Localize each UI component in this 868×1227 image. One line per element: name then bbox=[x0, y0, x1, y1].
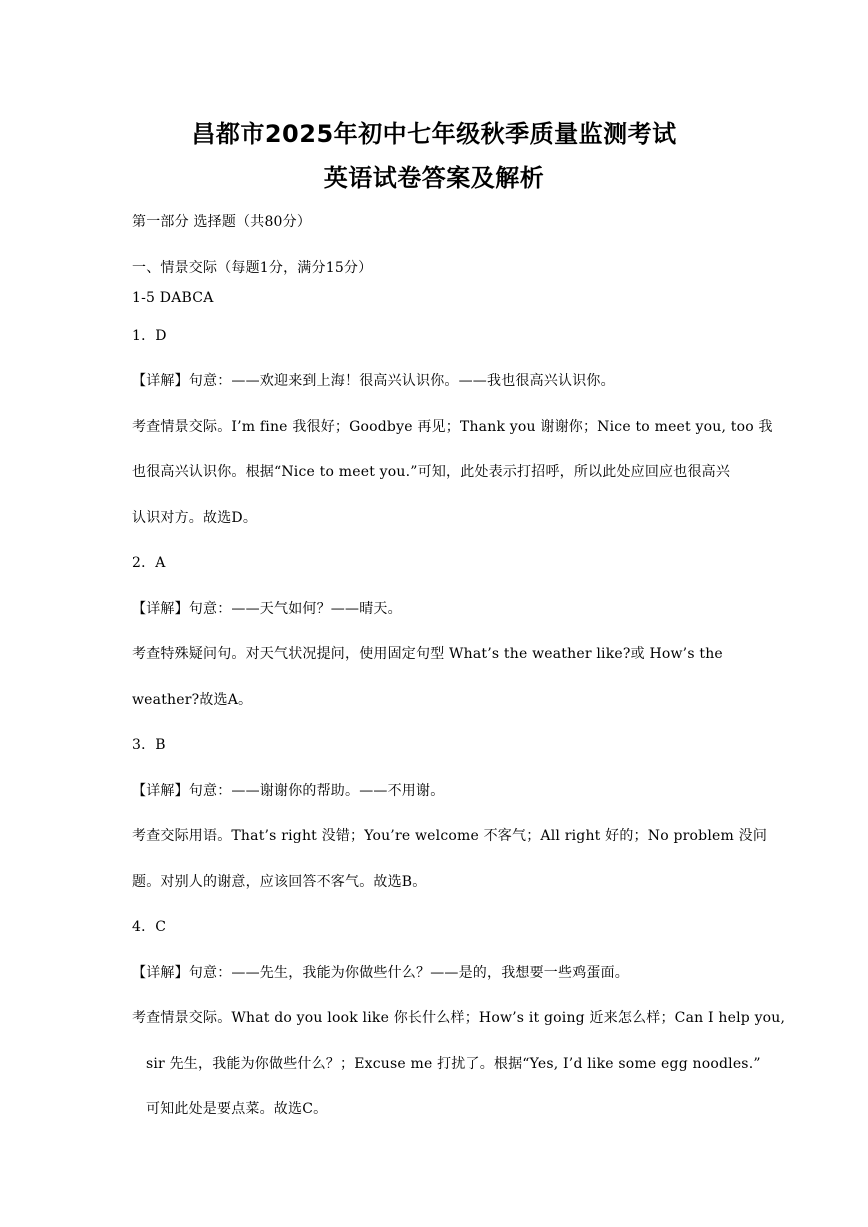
question-1-analysis: 考查情景交际。I’m fine 我很好；Goodbye 再见；Thank you 谢谢你；Nice to meet you, too 我 bbox=[132, 419, 773, 435]
question-2-detail: 【详解】句意：——天气如何？——晴天。 bbox=[132, 601, 402, 617]
document-title: 昌都市2025年初中七年级秋季质量监测考试 bbox=[191, 120, 677, 148]
question-3-analysis: 考查交际用语。That’s right 没错；You’re welcome 不客气；All right 好的；No problem 没问 bbox=[132, 828, 768, 844]
question-3-number: 3．B bbox=[132, 737, 166, 753]
question-1-detail: 【详解】句意：——欢迎来到上海！很高兴认识你。——我也很高兴认识你。 bbox=[132, 373, 615, 389]
question-4-number: 4．C bbox=[132, 919, 167, 935]
question-4-detail: 【详解】句意：——先生，我能为你做些什么？——是的，我想要一些鸡蛋面。 bbox=[132, 965, 629, 981]
question-3-analysis: 题。对别人的谢意，应该回答不客气。故选B。 bbox=[132, 874, 427, 890]
question-1-number: 1．D bbox=[132, 328, 167, 344]
question-1-analysis: 认识对方。故选D。 bbox=[132, 510, 258, 526]
question-4-analysis: 可知此处是要点菜。故选C。 bbox=[146, 1101, 328, 1117]
question-2-analysis: weather?故选A。 bbox=[132, 692, 253, 708]
question-4-analysis: 考查情景交际。What do you look like 你长什么样；How’s it going 近来怎么样；Can I help you, bbox=[132, 1010, 786, 1026]
part-heading: 第一部分 选择题（共80分） bbox=[132, 214, 312, 230]
question-3-detail: 【详解】句意：——谢谢你的帮助。——不用谢。 bbox=[132, 783, 445, 799]
document-subtitle: 英语试卷答案及解析 bbox=[323, 164, 545, 192]
answer-key-line: 1-5 DABCA bbox=[132, 290, 214, 306]
section-heading: 一、情景交际（每题1分，满分15分） bbox=[132, 260, 373, 276]
question-4-analysis: sir 先生，我能为你做些什么？；Excuse me 打扰了。根据“Yes, I’d like some egg noodles.” bbox=[146, 1056, 761, 1072]
question-2-analysis: 考查特殊疑问句。对天气状况提问，使用固定句型 What’s the weather like?或 How’s the bbox=[132, 646, 723, 662]
question-1-analysis: 也很高兴认识你。根据“Nice to meet you.”可知，此处表示打招呼，所以此处应回应也很高兴 bbox=[132, 464, 731, 480]
question-2-number: 2．A bbox=[132, 555, 166, 571]
